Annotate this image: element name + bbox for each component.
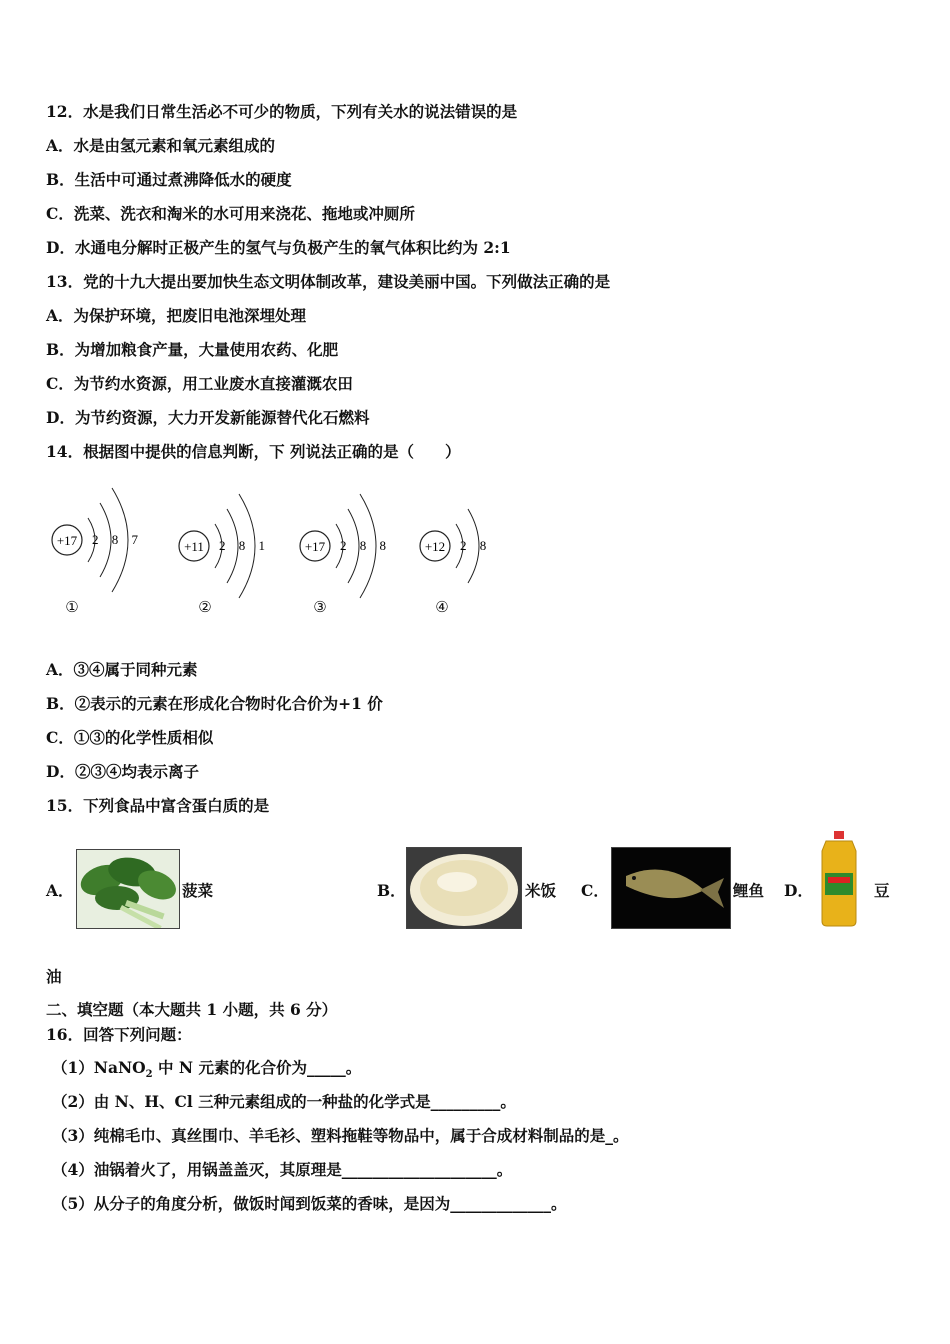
q12-option-b: B．生活中可通过煮沸降低水的硬度 xyxy=(46,170,292,189)
q14-option-c: C．①③的化学性质相似 xyxy=(46,728,214,747)
atom-diagram-1-svg xyxy=(50,478,160,598)
q15-option-b-name: 米饭 xyxy=(525,881,557,900)
atom-diagram-2 xyxy=(177,478,287,628)
q16-stem: 16．回答下列问题： xyxy=(46,1025,192,1044)
q13-stem: 13．党的十九大提出要加快生态文明体制改革，建设美丽中国。下列做法正确的是 xyxy=(46,272,611,291)
q15-option-a-letter: A． xyxy=(46,881,74,900)
atom-structure-diagrams xyxy=(40,478,510,628)
q15-option-a-name: 菠菜 xyxy=(182,881,214,900)
q13-option-a: A．为保护环境，把废旧电池深埋处理 xyxy=(46,306,307,325)
q12-option-c: C．洗菜、洗衣和淘米的水可用来浇花、拖地或冲厕所 xyxy=(46,204,415,223)
q16-item-1-pre: （1）NaNO xyxy=(52,1058,146,1077)
atom-diagram-1 xyxy=(50,478,160,628)
shell-electrons: 2 8 7 xyxy=(92,532,143,547)
rice-icon xyxy=(407,848,521,928)
atom-diagram-4-svg xyxy=(418,478,508,598)
atom-label: ① xyxy=(65,598,79,616)
atom-diagram-2-svg xyxy=(177,478,287,598)
soybean-oil-image xyxy=(816,831,862,927)
q13-option-d: D．为节约资源，大力开发新能源替代化石燃料 xyxy=(46,408,370,427)
section-2-heading: 二、填空题（本大题共 1 小题，共 6 分） xyxy=(46,1000,338,1019)
shell-electrons: 2 8 1 xyxy=(219,538,270,553)
carp-image xyxy=(611,847,731,929)
atom-diagram-3-svg xyxy=(298,478,408,598)
carp-fish-icon xyxy=(612,848,730,928)
q16-item-1-sub: 2 xyxy=(145,1069,153,1081)
q15-option-d-name: 豆 xyxy=(874,881,890,900)
nucleus-charge: +17 xyxy=(56,533,78,548)
q15-option-b-letter: B． xyxy=(377,881,406,900)
nucleus-charge: +11 xyxy=(184,539,204,554)
atom-label: ② xyxy=(198,598,212,616)
q16-item-2: （2）由 N、H、Cl 三种元素组成的一种盐的化学式是_________。 xyxy=(52,1092,516,1111)
q14-option-d: D．②③④均表示离子 xyxy=(46,762,199,781)
shell-electrons: 2 8 xyxy=(460,538,492,553)
q16-item-1-post: 中 N 元素的化合价为_____。 xyxy=(152,1058,362,1077)
q12-option-d: D．水通电分解时正极产生的氢气与负极产生的氧气体积比约为 2:1 xyxy=(46,238,511,257)
atom-label: ④ xyxy=(435,598,449,616)
q15-option-d-name-wrap: 油 xyxy=(46,967,62,986)
nucleus-charge: +17 xyxy=(304,539,326,554)
q15-stem: 15．下列食品中富含蛋白质的是 xyxy=(46,796,270,815)
q15-option-c-letter: C． xyxy=(581,881,609,900)
shell-electrons: 2 8 8 xyxy=(340,538,391,553)
q13-option-b: B．为增加粮食产量，大量使用农药、化肥 xyxy=(46,340,339,359)
q16-item-5: （5）从分子的角度分析，做饭时闻到饭菜的香味，是因为_____________。 xyxy=(52,1194,567,1213)
spinach-icon xyxy=(77,850,179,928)
q12-stem: 12．水是我们日常生活必不可少的物质，下列有关水的说法错误的是 xyxy=(46,102,518,121)
q14-option-a: A．③④属于同种元素 xyxy=(46,660,198,679)
q16-item-3: （3）纯棉毛巾、真丝围巾、羊毛衫、塑料拖鞋等物品中，属于合成材料制品的是_。 xyxy=(52,1126,629,1145)
q12-option-a: A．水是由氢元素和氧元素组成的 xyxy=(46,136,276,155)
atom-label: ③ xyxy=(313,598,327,616)
spinach-image xyxy=(76,849,180,929)
q13-option-c: C．为节约水资源，用工业废水直接灌溉农田 xyxy=(46,374,353,393)
oil-bottle-icon xyxy=(816,831,862,927)
rice-image xyxy=(406,847,522,929)
nucleus-charge: +12 xyxy=(424,539,446,554)
q14-stem: 14．根据图中提供的信息判断，下 列说法正确的是（ ） xyxy=(46,442,461,461)
q15-option-c-name: 鲤鱼 xyxy=(733,881,765,900)
q16-item-4: （4）油锅着火了，用锅盖盖灭，其原理是____________________。 xyxy=(52,1160,513,1179)
q16-item-1 xyxy=(52,1058,361,1085)
atom-diagram-3 xyxy=(298,478,408,628)
q15-option-d-letter: D． xyxy=(784,881,813,900)
atom-diagram-4 xyxy=(418,478,528,628)
q14-option-b: B．②表示的元素在形成化合物时化合价为+1 价 xyxy=(46,694,383,713)
